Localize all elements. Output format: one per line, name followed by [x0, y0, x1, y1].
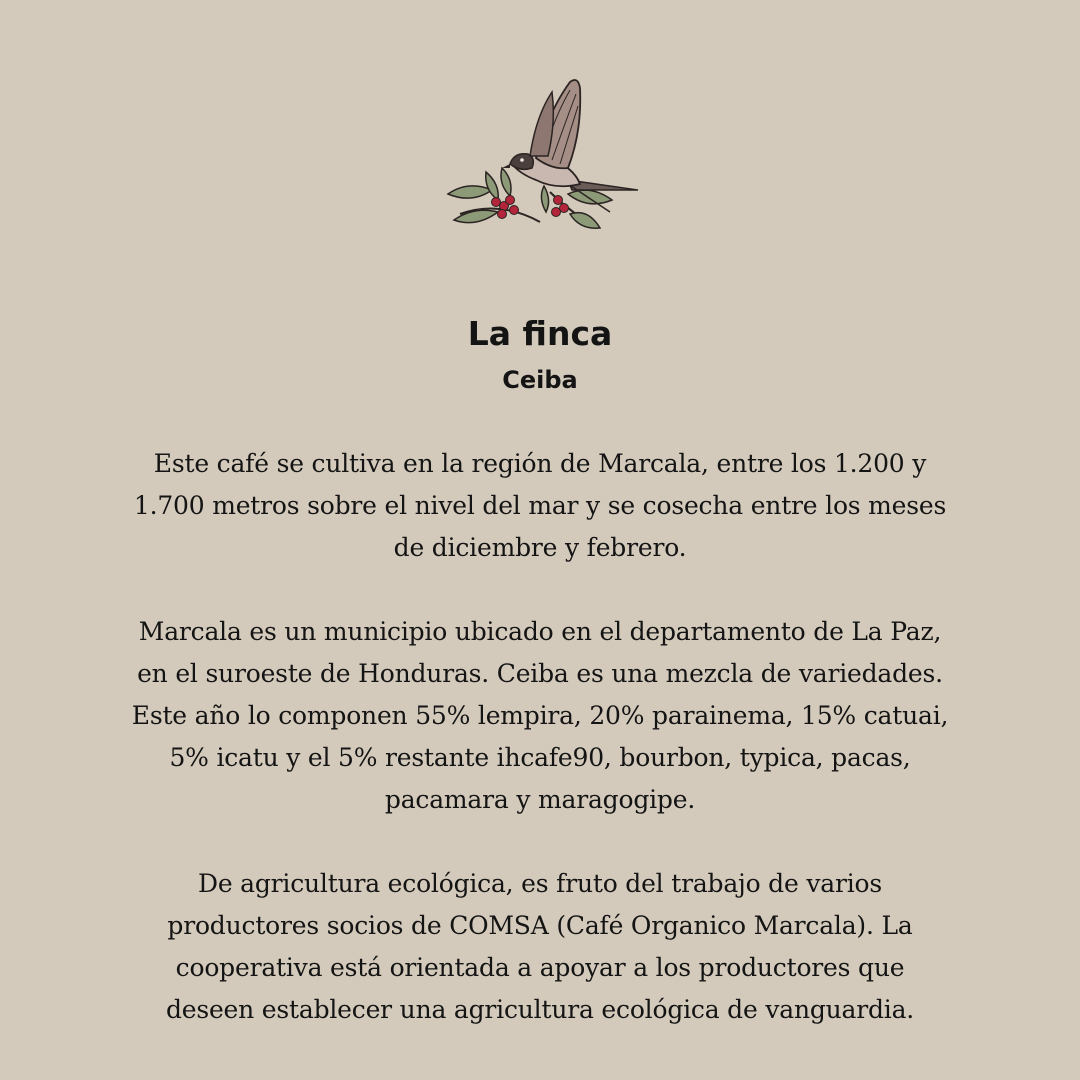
paragraph-cooperative [40, 863, 1040, 1031]
paragraph-line: de diciembre y febrero. [393, 533, 687, 562]
paragraph-line: 1.700 metros sobre el nivel del mar y se cosecha entre los meses [133, 491, 947, 520]
paragraph-region [40, 443, 1040, 569]
page-title: La finca [467, 314, 613, 353]
paragraph-line: 5% icatu y el 5% restante ihcafe90, bourbon, typica, pacas, [169, 743, 911, 772]
paragraph-line: Este año lo componen 55% lempira, 20% parainema, 15% catuai, [131, 701, 949, 730]
paragraph-line: Marcala es un municipio ubicado en el departamento de La Paz, [138, 617, 942, 646]
paragraph-line: pacamara y maragogipe. [384, 785, 696, 814]
paragraph-line: cooperativa está orientada a apoyar a los productores que [175, 953, 905, 982]
paragraph-varieties [40, 611, 1040, 821]
paragraph-line: deseen establecer una agricultura ecológica de vanguardia. [165, 995, 915, 1024]
paragraph-line: Este café se cultiva en la región de Marcala, entre los 1.200 y [153, 449, 927, 478]
page-subtitle: Ceiba [502, 366, 578, 394]
paragraph-line: productores socios de COMSA (Café Organico Marcala). La [167, 911, 913, 940]
swallow-bird-with-coffee-branch-icon [440, 72, 644, 234]
paragraph-line: De agricultura ecológica, es fruto del trabajo de varios [197, 869, 882, 898]
paragraph-line: en el suroeste de Honduras. Ceiba es una mezcla de variedades. [137, 659, 943, 688]
